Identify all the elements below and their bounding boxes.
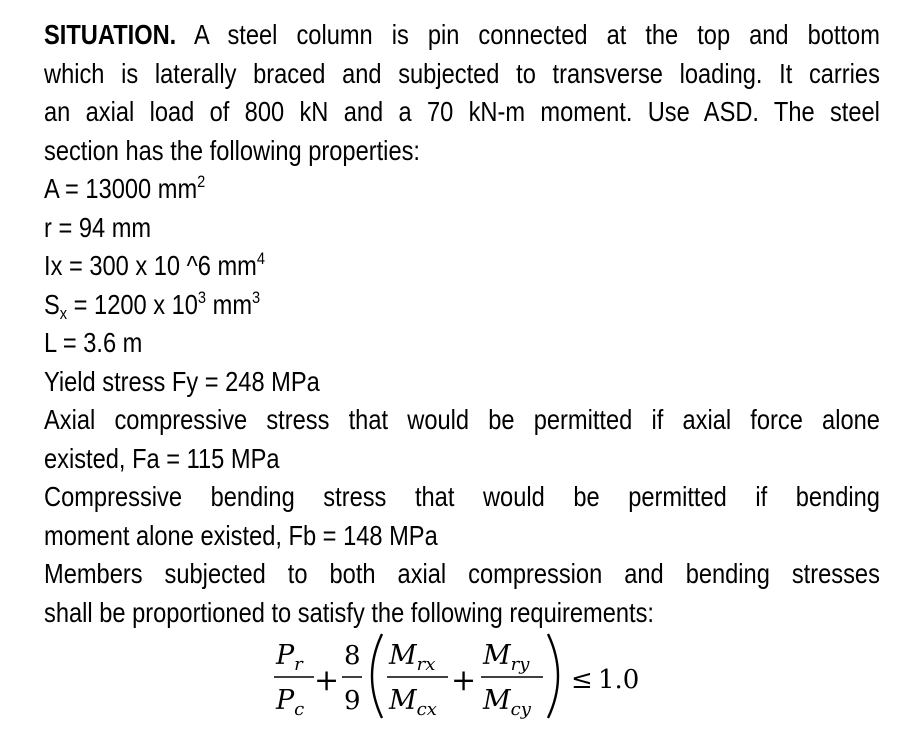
property-modulus-unit: mm bbox=[206, 289, 253, 320]
requirement-line-2: shall be proportioned to satisfy the following requirements: bbox=[44, 597, 654, 628]
formula-right-paren bbox=[548, 634, 558, 718]
requirement-line-1: Members subjected to both axial compression and bending stresses bbox=[44, 558, 880, 589]
formula-mcy: $M_{cy}$ bbox=[483, 685, 531, 720]
situation-line-3: an axial load of 800 kN and a 70 kN-m moment. Use ASD. The steel bbox=[44, 96, 880, 127]
fb-line-2: moment alone existed, Fb = 148 MPa bbox=[44, 520, 438, 551]
formula-mrx: $M_{rx}$ bbox=[389, 640, 436, 675]
yield-stress: Yield stress Fy = 248 MPa bbox=[44, 366, 320, 397]
formula-nine: 9 bbox=[344, 686, 361, 716]
property-modulus-symbol: S bbox=[44, 289, 60, 320]
property-length: L = 3.6 m bbox=[44, 327, 143, 358]
property-radius: r = 94 mm bbox=[44, 212, 152, 243]
property-area-text: A = 13000 mm bbox=[44, 173, 198, 204]
situation-line-2: which is laterally braced and subjected to transverse loading. It carries bbox=[44, 58, 880, 89]
property-inertia-text: Ix = 300 x 10 ^6 mm bbox=[44, 250, 257, 281]
situation-line-1-text: A steel column is pin connected at the top and bottom bbox=[176, 19, 880, 50]
property-modulus-subscript: x bbox=[59, 304, 68, 323]
formula-pc: $P_c$ bbox=[276, 685, 305, 720]
formula-mry: $M_{ry}$ bbox=[483, 640, 530, 675]
formula-plus-1: + bbox=[314, 663, 340, 698]
formula-leq: ≤ bbox=[571, 665, 593, 695]
situation-label: SITUATION. bbox=[44, 19, 177, 50]
fb-line-1: Compressive bending stress that would be permitted if bending bbox=[44, 481, 880, 512]
formula-left-paren bbox=[372, 634, 382, 718]
formula-limit: 1.0 bbox=[598, 665, 640, 695]
property-inertia-exponent: 4 bbox=[256, 249, 266, 268]
situation-line-4: section has the following properties: bbox=[44, 135, 420, 166]
formula-mcx: $M_{cx}$ bbox=[389, 685, 437, 720]
fa-line-2: existed, Fa = 115 MPa bbox=[44, 443, 280, 474]
property-area-exponent: 2 bbox=[197, 172, 206, 191]
formula-plus-2: + bbox=[451, 663, 477, 698]
fa-line-1: Axial compressive stress that would be permitted if axial force alone bbox=[44, 404, 880, 435]
formula-pr: $P_r$ bbox=[276, 640, 303, 675]
formula-eight: 8 bbox=[344, 641, 361, 671]
property-modulus-value: = 1200 x 10 bbox=[67, 289, 198, 320]
property-modulus-power: 3 bbox=[197, 288, 207, 307]
property-modulus-unit-exponent: 3 bbox=[252, 288, 261, 307]
